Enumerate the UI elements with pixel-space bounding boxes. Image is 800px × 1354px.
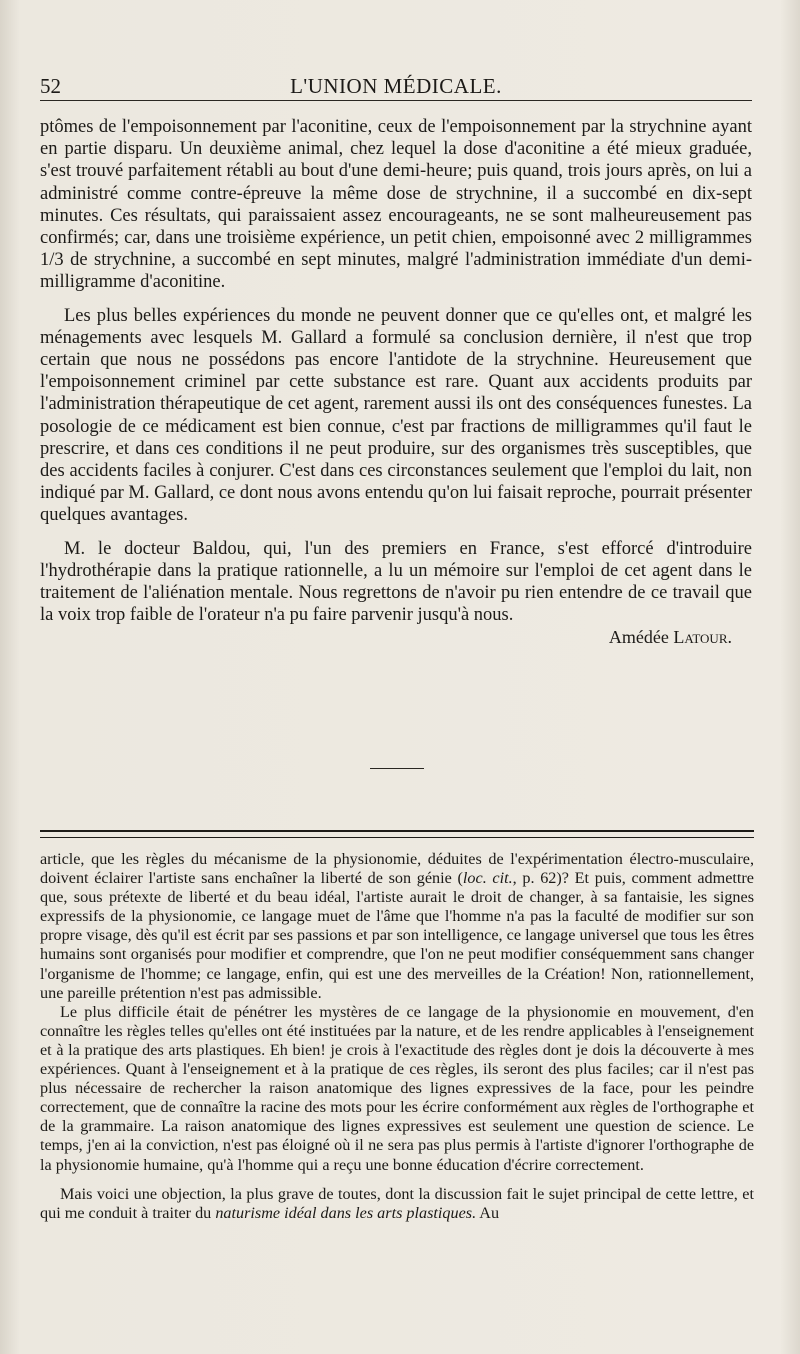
header-rule xyxy=(40,100,752,101)
feuilleton-paragraph-3 xyxy=(40,1185,754,1223)
citation: loc. cit. xyxy=(462,869,513,888)
author-signature xyxy=(40,626,752,648)
feuilleton-text-run: Au xyxy=(476,1203,500,1222)
main-text xyxy=(40,116,752,649)
feuilleton-text-run: article, que les règles du mécanisme de la physionomie, déduites de l'expérimentation électro-musculaire, doivent éclairer l'artiste sans enchaîner la liberté de son génie ( xyxy=(40,850,754,888)
feuilleton-rule xyxy=(40,830,754,838)
feuilleton-text-run: Mais voici une objection, la plus grave de toutes, dont la discussion fait le sujet principal de cette lettre, et qui me conduit à traiter du xyxy=(40,1184,754,1222)
paragraph-antidote: Les plus belles expériences du monde ne peuvent donner que ce qu'elles ont, et malgré les ménagements avec lesquels M. Gallard a formulé sa conclusion dernière, il n'est que trop certain que nous ne possédons pas encore l'antidote de la strychnine. Heureusement que l'empoisonnement criminel par cette substance est rare. Quant aux accidents produits par l'administration thérapeutique de cet agent, rarement aussi ils ont des conséquences funestes. La posologie de ce médicament est bien connue, c'est par fractions de milligrammes qu'il faut le prescrire, et dans ces conditions il ne peut produire, sur des organismes très susceptibles, que des accidents faciles à conjurer. C'est dans ces circonstances seulement que l'emploi du lait, non indiqué par M. Gallard, ce dont nous avons entendu qu'on lui faisait reproche, pourrait présenter quelques avantages. xyxy=(40,305,752,526)
feuilleton-paragraph-2: Le plus difficile était de pénétrer les mystères de ce langage de la physionomie en mouvement, d'en connaître les règles telles qu'elles ont été instituées par la nature, et de les rendre applicables à l'enseignement et à la pratique des arts plastiques. Eh bien! je crois à l'exactitude des règles dont je dois la découverte à mes expériences. Quant à l'enseignement et à la pratique de ces règles, ils seront des plus faciles; car il n'est pas plus nécessaire de rechercher la raison anatomique des lignes expressives de la face, pour les peindre correctement, que de connaître la racine des mots pour les écrire conformément aux règles de l'orthographe et de la grammaire. La raison anatomique des lignes expressives est seulement une question de science. Le temps, j'en ai la conviction, n'est pas éloigné où il ne sera pas plus permis à l'artiste d'ignorer l'orthographe de la physionomie humaine, qu'à l'homme qui a reçu une bonne éducation d'écrire correctement. xyxy=(40,1002,754,1174)
emphasized-phrase: naturisme idéal dans les arts plastiques. xyxy=(215,1203,477,1222)
feuilleton-text xyxy=(40,850,754,1223)
feuilleton-text-run: , p. 62)? Et puis, comment admettre que, sous prétexte de liberté et du beau idéal, l'artiste aurait le droit de changer, à sa fantaisie, les signes expressifs de la physionomie, ce langage muet de l'âme que l'homme n'a pas la faculté de modifier sur son propre visage, dès qu'il est écrit par ses passions et par son intelligence, ce langage universel que tous les êtres humains sont organisés pour modifier et comprendre, que l'on ne peut modifier conséquemment sans changer l'organisme de l'homme; ce langage, enfin, qui est une des merveilles de la Création! Non, rationnellement, une pareille prétention n'est pas admissible. xyxy=(40,869,754,1002)
signature-first-name: Amédée xyxy=(608,627,669,648)
page-header xyxy=(40,70,752,100)
paragraph-continued: ptômes de l'empoisonnement par l'aconitine, ceux de l'empoisonnement par la strychnine ayant en partie disparu. Un deuxième animal, chez lequel la dose d'aconitine a été mieux graduée, s'est trouvé parfaitement rétabli au bout d'une demi-heure; puis quand, trois jours après, on lui a administré comme contre-épreuve la même dose de strychnine, il a succombé en dix-sept minutes. Ces résultats, qui paraissaient assez encourageants, ne se sont malheureusement pas confirmés; car, dans une troisième expérience, un petit chien, empoisonné avec 2 milligrammes 1/3 de strychnine, a succombé en sept minutes, malgré l'administration immédiate d'un demi-milligramme d'aconitine. xyxy=(40,117,752,293)
section-separator xyxy=(370,768,424,769)
page-number: 52 xyxy=(40,74,61,98)
journal-title: L'UNION MÉDICALE. xyxy=(290,74,502,98)
feuilleton-paragraph-1 xyxy=(40,850,754,1003)
signature-last-name: Latour. xyxy=(673,627,732,648)
paragraph-baldou: M. le docteur Baldou, qui, l'un des premiers en France, s'est efforcé d'introduire l'hydrothérapie dans la pratique rationnelle, a lu un mémoire sur l'emploi de cet agent dans le traitement de l'aliénation mentale. Nous regrettons de n'avoir pu rien entendre de ce travail que la voix trop faible de l'orateur n'a pu faire parvenir jusqu'à nous. xyxy=(40,538,752,626)
